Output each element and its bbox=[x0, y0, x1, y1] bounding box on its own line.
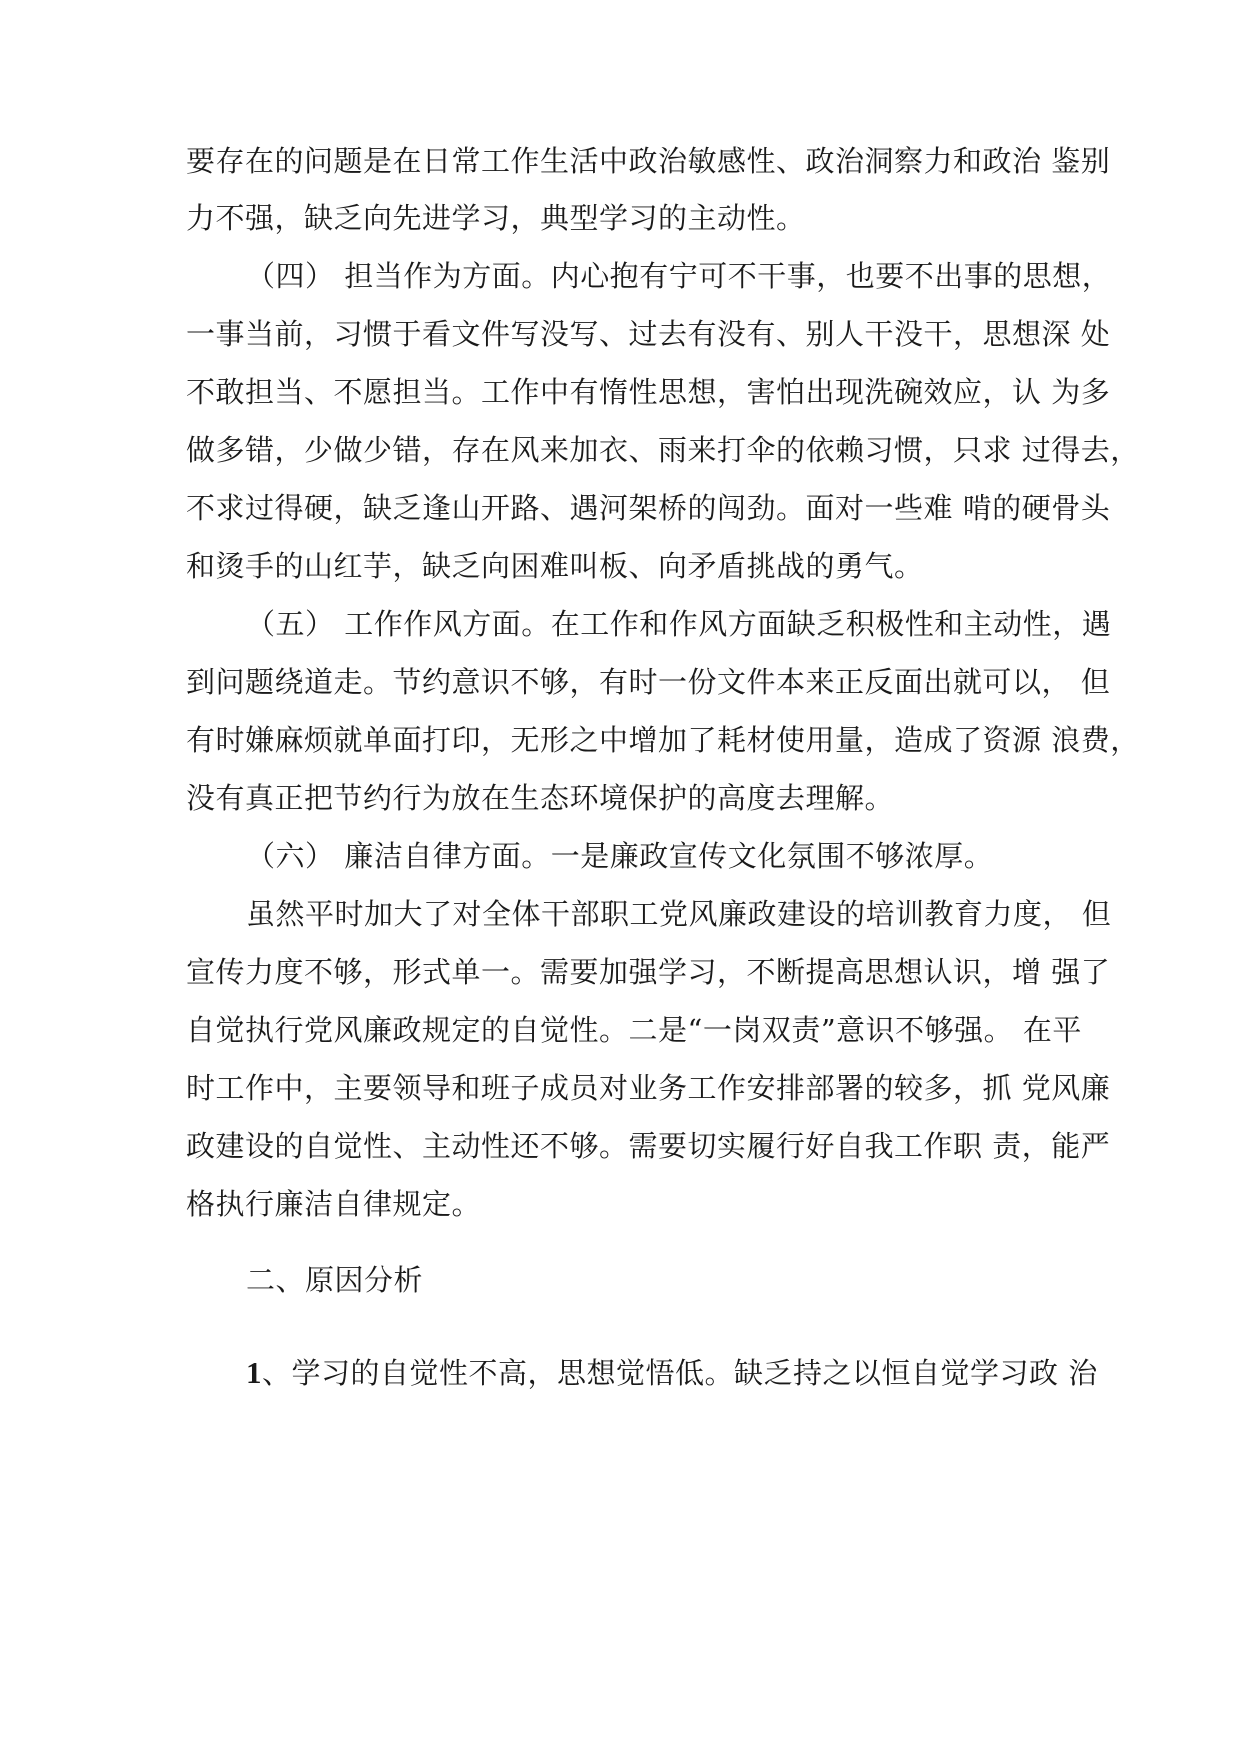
text-line: 不求过得硬，缺乏逢山开路、遇河架桥的闯劲。面对一些难 啃的硬骨头 bbox=[186, 491, 1111, 525]
text-line: 没有真正把节约行为放在生态环境保护的高度去理解。 bbox=[186, 781, 895, 815]
text-line: 宣传力度不够，形式单一。需要加强学习，不断提高思想认识，增 强了 bbox=[186, 955, 1111, 989]
text-line: 和烫手的山红芋，缺乏向困难叫板、向矛盾挑战的勇气。 bbox=[186, 549, 924, 583]
section-heading-4: （四） 担当作为方面。内心抱有宁可不干事，也要不出事的思想， bbox=[246, 259, 1112, 293]
list-item-number: 1 bbox=[246, 1355, 262, 1390]
text-line: 不敢担当、不愿担当。工作中有惰性思想，害怕出现洗碗效应，认 为多 bbox=[186, 375, 1111, 409]
section-heading-5: （五） 工作作风方面。在工作和作风方面缺乏积极性和主动性，遇 bbox=[246, 607, 1112, 641]
text-line: 有时嫌麻烦就单面打印，无形之中增加了耗材使用量，造成了资源 浪费， bbox=[186, 723, 1140, 757]
text-line: 做多错，少做少错，存在风来加衣、雨来打伞的依赖习惯，只求 过得去， bbox=[186, 433, 1140, 467]
text-line: 虽然平时加大了对全体干部职工党风廉政建设的培训教育力度， 但 bbox=[246, 897, 1112, 931]
list-item-text: 、学习的自觉性不高，思想觉悟低。缺乏持之以恒自觉学习政 治 bbox=[262, 1356, 1098, 1390]
section-heading-cause-analysis: 二、原因分析 bbox=[246, 1263, 424, 1297]
text-line: 力不强，缺乏向先进学习，典型学习的主动性。 bbox=[186, 201, 806, 235]
text-line: 时工作中，主要领导和班子成员对业务工作安排部署的较多，抓 党风廉 bbox=[186, 1071, 1111, 1105]
list-item-1 bbox=[246, 1353, 1126, 1393]
text-line: 政建设的自觉性、主动性还不够。需要切实履行好自我工作职 责，能严 bbox=[186, 1129, 1111, 1163]
text-line: 格执行廉洁自律规定。 bbox=[186, 1187, 482, 1221]
section-heading-6: （六） 廉洁自律方面。一是廉政宣传文化氛围不够浓厚。 bbox=[246, 839, 994, 873]
text-line: 到问题绕道走。节约意识不够，有时一份文件本来正反面出就可以， 但 bbox=[186, 665, 1111, 699]
text-line: 一事当前，习惯于看文件写没写、过去有没有、别人干没干，思想深 处 bbox=[186, 317, 1111, 351]
text-line: 要存在的问题是在日常工作生活中政治敏感性、政治洞察力和政治 鉴别 bbox=[186, 144, 1111, 178]
text-line: 自觉执行党风廉政规定的自觉性。二是“一岗双责”意识不够强。 在平 bbox=[186, 1013, 1082, 1047]
